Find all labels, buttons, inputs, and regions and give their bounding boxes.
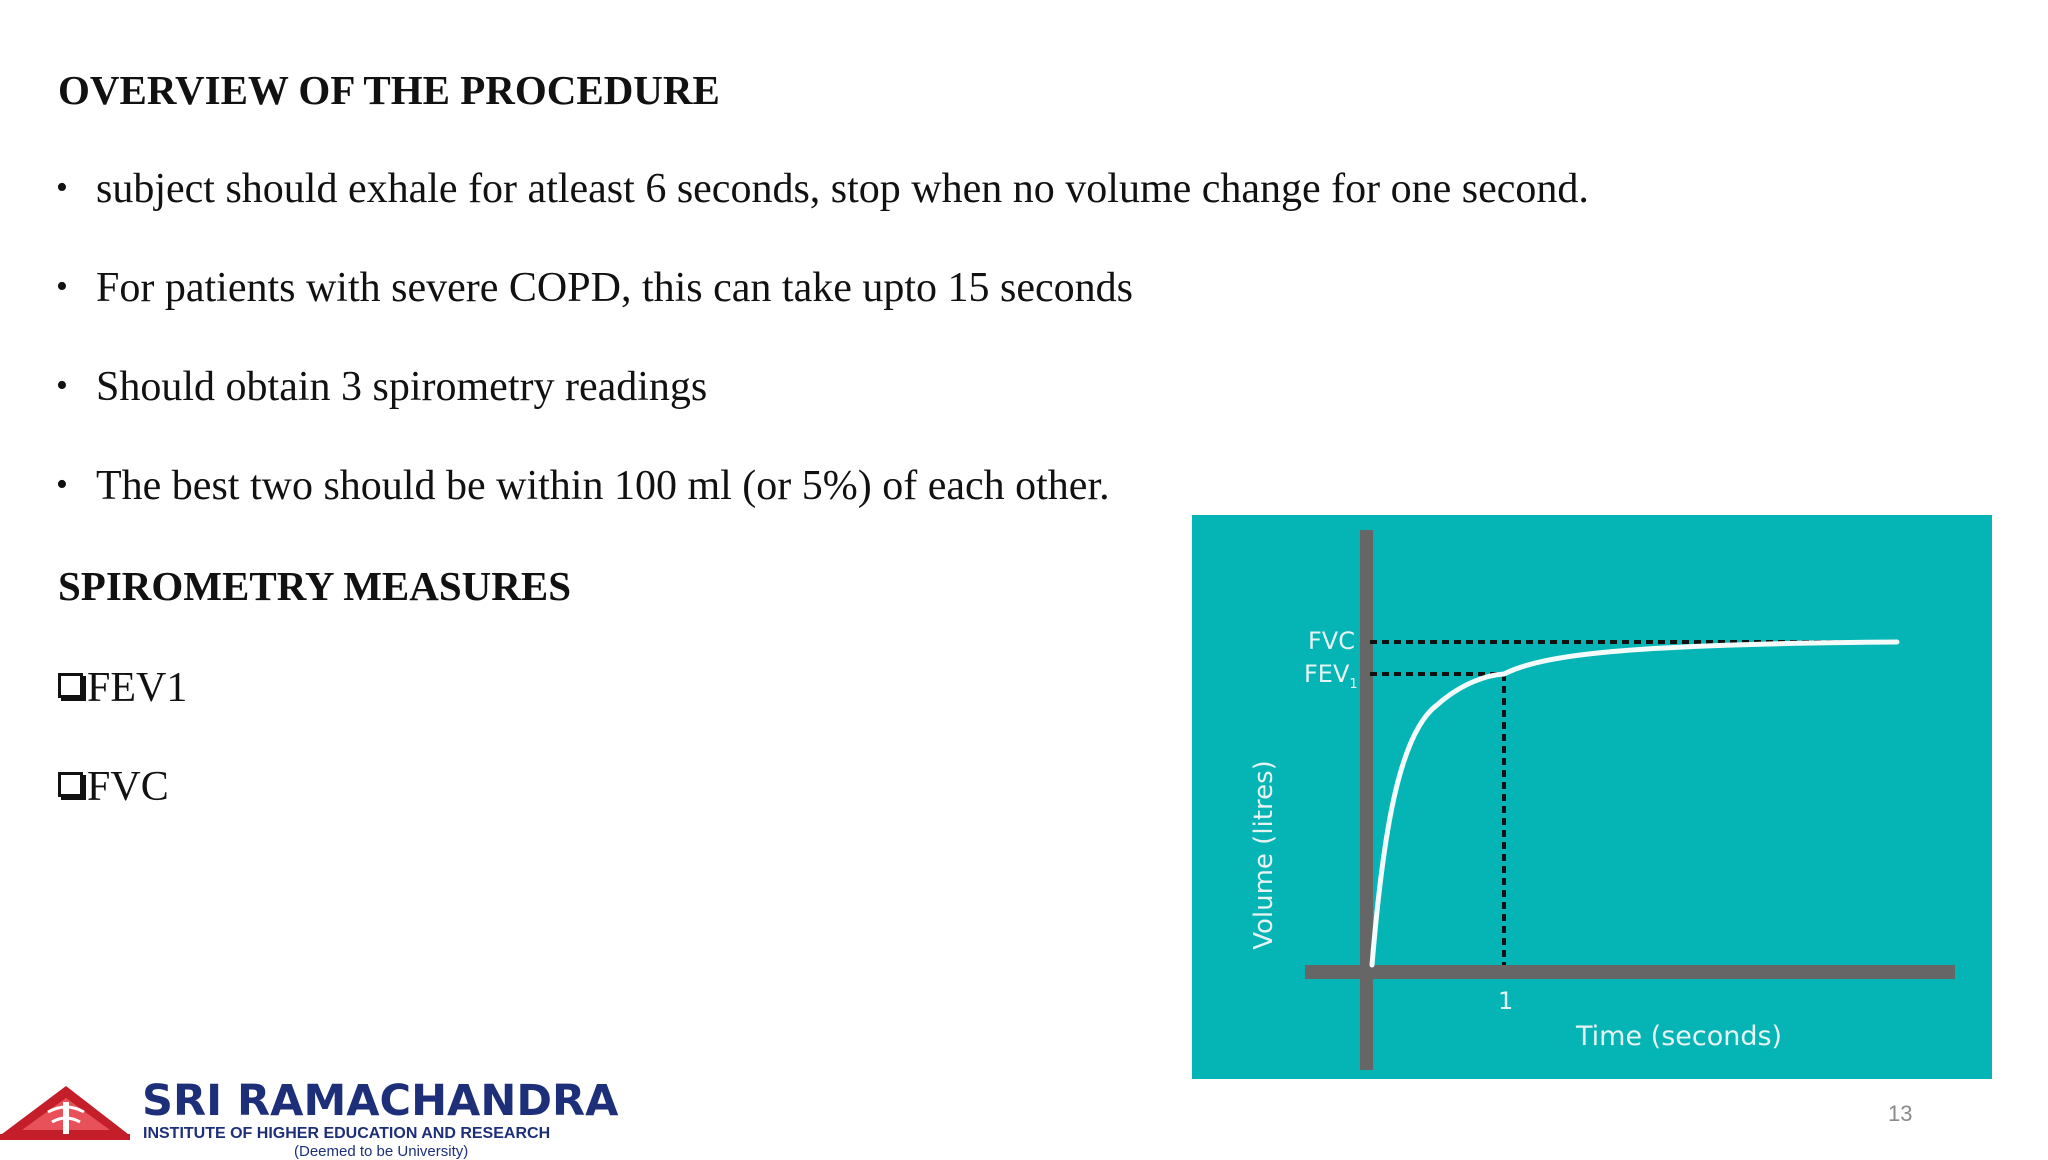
bullet-text: subject should exhale for atleast 6 seconds, stop when no volume change for one second.: [96, 166, 1589, 212]
fev1-label: [1304, 660, 1358, 692]
volume-time-curve: [1372, 642, 1897, 965]
measure-item-fev1: [58, 667, 187, 709]
fev-subscript: 1: [1349, 677, 1358, 692]
institution-logo: [0, 1072, 680, 1160]
page-number: 13: [1888, 1101, 1913, 1126]
y-axis-label: Volume (litres): [1249, 760, 1279, 950]
bullet-dot: •: [56, 169, 68, 206]
fev-text: FEV: [1304, 660, 1350, 688]
bullet-dot: •: [56, 268, 68, 305]
x-axis: [1305, 965, 1955, 979]
bullet-item: [56, 267, 1133, 309]
logo-subtitle: INSTITUTE OF HIGHER EDUCATION AND RESEARCH: [143, 1125, 551, 1142]
logo-deemed-note: (Deemed to be University): [294, 1143, 469, 1160]
bullet-text: The best two should be within 100 ml (or 5%) of each other.: [96, 463, 1110, 509]
x-axis-label: Time (seconds): [1576, 1021, 1783, 1052]
fvc-label: FVC: [1308, 627, 1355, 655]
measure-label: FVC: [87, 764, 169, 810]
heading-overview: OVERVIEW OF THE PROCEDURE: [58, 67, 720, 113]
spirometry-volume-time-graph: [1192, 515, 1992, 1079]
checkbox-square-icon: [58, 673, 83, 698]
checkbox-square-icon: [58, 772, 83, 797]
measure-label: FEV1: [87, 665, 188, 711]
temple-emblem-icon: [0, 1072, 135, 1152]
bullet-text: For patients with severe COPD, this can take upto 15 seconds: [96, 265, 1133, 311]
bullet-item: [56, 168, 1589, 210]
bullet-item: [56, 465, 1110, 507]
heading-spirometry-measures: SPIROMETRY MEASURES: [58, 563, 572, 609]
bullet-item: [56, 366, 707, 408]
measure-item-fvc: [58, 766, 169, 808]
y-axis: [1360, 530, 1373, 1070]
bullet-dot: •: [56, 367, 68, 404]
bullet-dot: •: [56, 466, 68, 503]
logo-name: SRI RAMACHANDRA: [142, 1076, 619, 1126]
graph-svg: [1192, 515, 1992, 1079]
x-tick-label: 1: [1498, 987, 1514, 1015]
bullet-text: Should obtain 3 spirometry readings: [96, 364, 708, 410]
